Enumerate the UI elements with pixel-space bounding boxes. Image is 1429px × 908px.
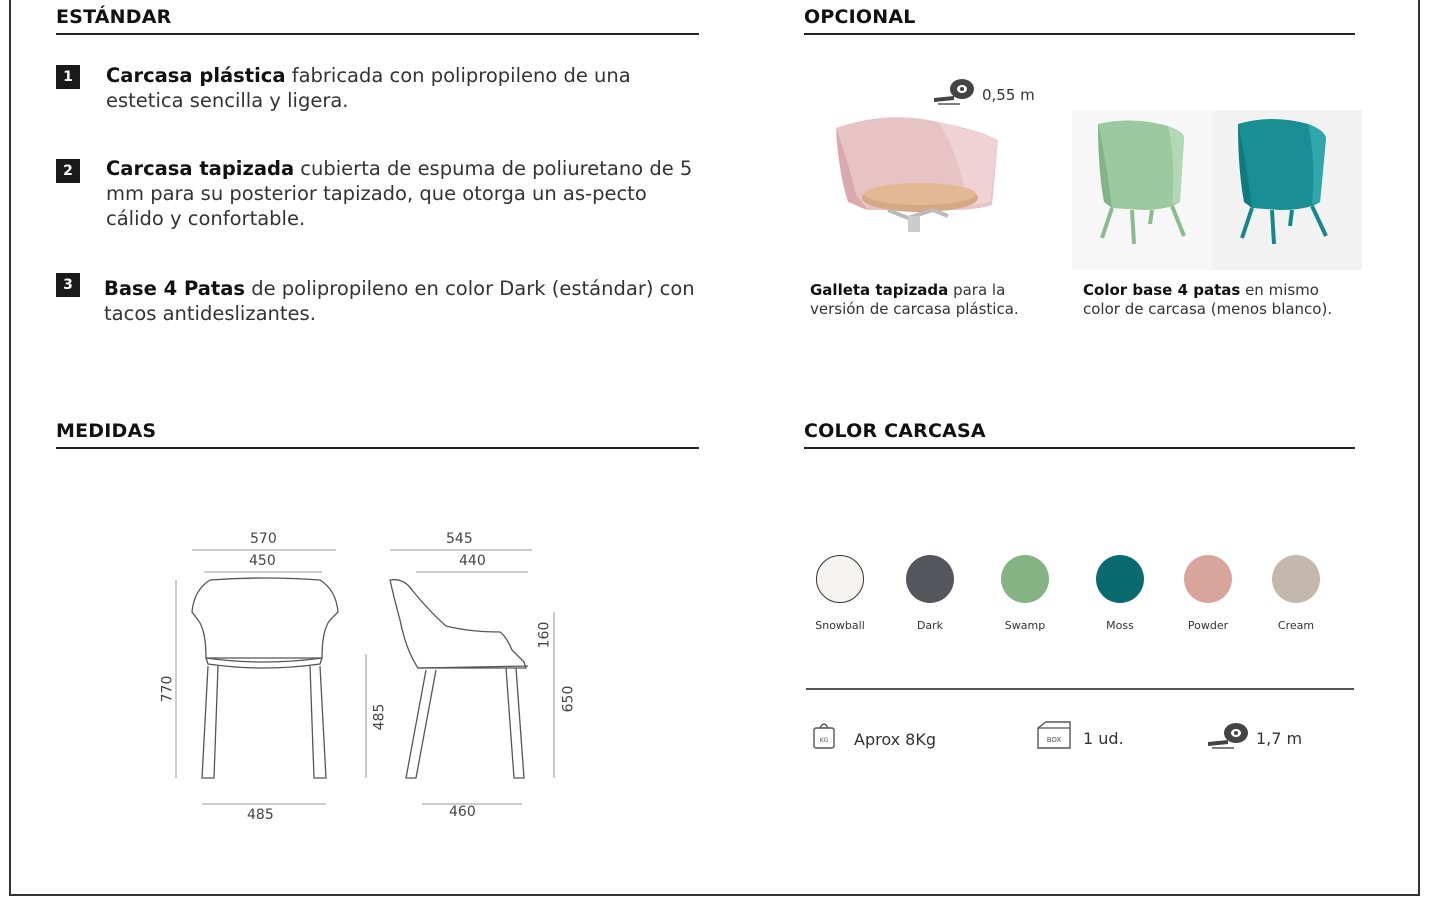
swatch-snowball <box>800 555 880 632</box>
specs-divider <box>806 688 1354 690</box>
swatch-swamp <box>985 555 1065 632</box>
swatch-color <box>816 555 864 603</box>
box-icon <box>1036 720 1072 750</box>
swatch-label: Cream <box>1277 619 1315 632</box>
item-text: Carcasa tapizada cubierta de espuma de poliuretano de 5 mm para su posterior tapizado, que otorga un as-pecto cálido y confortable. <box>106 157 693 230</box>
swatch-color <box>1272 555 1320 603</box>
swatch-cream <box>1256 555 1336 632</box>
swatch-label: Snowball <box>815 619 865 632</box>
swatch-color <box>1001 555 1049 603</box>
swatch-powder <box>1168 555 1248 632</box>
swatch-color <box>906 555 954 603</box>
estandar-rule <box>56 33 699 35</box>
opcional-title: OPCIONAL <box>804 6 916 28</box>
item-number: 3 <box>56 273 80 297</box>
dim-side-seat-depth: 440 <box>459 553 486 569</box>
swatch-color <box>1184 555 1232 603</box>
pink-chair-with-cushion-image <box>828 110 1008 235</box>
item-number: 2 <box>56 159 80 183</box>
dim-side-base-depth: 460 <box>449 804 476 820</box>
weight-bag-icon <box>812 720 836 750</box>
spec-box: 1 ud. <box>1083 729 1124 748</box>
front-view-drawing <box>170 540 350 820</box>
swatch-label: Swamp <box>1004 619 1046 632</box>
item-text: Base 4 Patas de polipropileno en color Dark (estándar) con tacos antideslizantes. <box>104 277 695 325</box>
side-view-drawing <box>360 540 570 820</box>
dim-front-base-width: 485 <box>247 807 274 823</box>
swatch-label: Dark <box>916 619 944 632</box>
svg-text:BOX: BOX <box>1046 736 1062 744</box>
medidas-rule <box>56 447 699 449</box>
colored-chairs-image <box>1072 110 1362 270</box>
fabric-roll-icon <box>932 78 976 106</box>
medidas-title: MEDIDAS <box>56 420 157 442</box>
estandar-title: ESTÁNDAR <box>56 6 172 28</box>
swatch-dark <box>890 555 970 632</box>
caption-galleta: Galleta tapizada para la versión de carcasa plástica. <box>810 281 1019 318</box>
dim-side-overall-depth: 545 <box>446 531 473 547</box>
swatch-color <box>1096 555 1144 603</box>
dim-front-height: 770 <box>159 675 176 703</box>
spec-roll: 1,7 m <box>1256 729 1303 748</box>
opcional-rule <box>804 33 1355 35</box>
swatch-moss <box>1080 555 1160 632</box>
color-carcasa-title: COLOR CARCASA <box>804 420 986 442</box>
dim-front-seat-width: 450 <box>249 553 276 569</box>
dim-side-total-height: 650 <box>560 685 577 713</box>
roll-measure: 0,55 m <box>982 86 1035 104</box>
swatch-label: Moss <box>1106 619 1134 632</box>
svg-text:KG: KG <box>819 737 829 744</box>
spec-weight: Aprox 8Kg <box>854 730 937 749</box>
dim-front-overall-width: 570 <box>250 531 277 547</box>
item-text: Carcasa plástica fabricada con polipropileno de una estetica sencilla y ligera. <box>106 64 631 112</box>
dim-side-arm-height: 160 <box>536 621 553 649</box>
fabric-roll-icon <box>1206 722 1250 750</box>
swatch-label: Powder <box>1187 619 1229 632</box>
dim-side-seat-height: 485 <box>371 703 388 731</box>
caption-color-base: Color base 4 patas en mismo color de carcasa (menos blanco). <box>1083 281 1333 318</box>
color-carcasa-rule <box>804 447 1355 449</box>
item-number: 1 <box>56 65 80 89</box>
